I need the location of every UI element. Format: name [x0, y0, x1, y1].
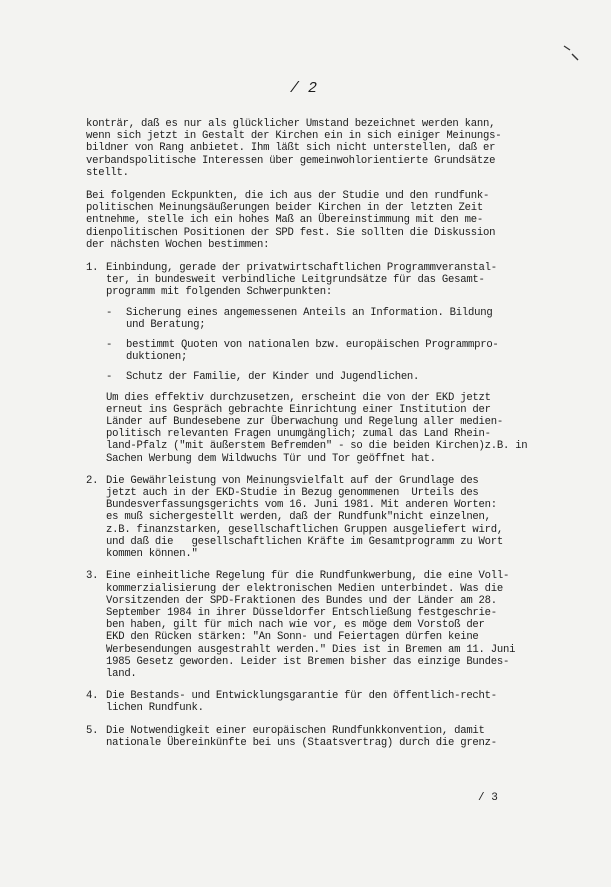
- document-body: [86, 118, 556, 759]
- page-number: / 2: [290, 80, 318, 97]
- intro-paragraph-2: Bei folgenden Eckpunkten, die ich aus der Studie und den rundfunk- politischen Meinungsäußerungen beider Kirchen in der letzten Zeit entnehme, stelle ich ein hohes Maß an Übereinstimmung mit den me- dienpolitischen Positionen der SPD fest. Sie sollten die Diskussion der nächsten Wochen bestimmen:: [86, 190, 496, 251]
- point-number: 5.: [86, 724, 99, 737]
- scan-marks: [560, 40, 590, 70]
- point-text: Einbindung, gerade der privatwirtschaftlichen Programmveranstal- ter, in bundesweit verbindliche Leitgrundsätze für das Gesamt- programm mit folgenden Schwerpunkten:: [106, 262, 497, 299]
- point-number: 1.: [86, 262, 99, 275]
- point-5: [86, 725, 556, 749]
- point-text: Die Notwendigkeit einer europäischen Rundfunkkonvention, damit nationale Übereinkünfte bei uns (Staatsvertrag) durch die grenz-: [106, 724, 497, 749]
- point-3: [86, 570, 556, 680]
- point-text: Eine einheitliche Regelung für die Rundfunkwerbung, die eine Voll- kommerzialisierung der elektronischen Medien unterbindet. Was die Vorsitzenden der SPD-Fraktionen des Bundes und der Länder am 28. September 1984 in ihrer Düsseldorfer Entschließung festgeschrie- ben haben, gilt für mich nach wie vor, es möge dem Vorstoß der EKD den Rücken stärken: "An Sonn- und Feiertagen dürfen keine Werbesendungen ausgestrahlt werden." Dies ist in Bremen am 11. Juni 1985 Gesetz geworden. Leider ist Bremen bisher das einzige Bundes- land.: [106, 570, 516, 680]
- point-text: Die Bestands- und Entwicklungsgarantie für den öffentlich-recht- lichen Rundfunk.: [106, 690, 497, 715]
- sub-item-3: - Schutz der Familie, der Kinder und Jugendlichen.: [106, 371, 420, 384]
- sub-item-2: - bestimmt Quoten von nationalen bzw. europäischen Programmpro- duktionen;: [106, 339, 499, 364]
- point-text: Die Gewährleistung von Meinungsvielfalt auf der Grundlage des jetzt auch in der EKD-Studie in Bezug genommenen Urteils des Bundesverfassungsgerichts vom 16. Juni 1981. Mit anderen Worten: es muß sichergestellt werden, daß der Rundfunk"nicht einzelnen, z.B. finanzstarken, gesellschaftlichen Gruppen ausgeliefert wird, und daß die gesellschaftlichen Kräfte im Gesamtprogramm zu Wort kommen können.": [106, 474, 503, 561]
- point-number: 2.: [86, 474, 99, 487]
- sub-list: [106, 307, 556, 384]
- points-list: [86, 262, 556, 749]
- intro-paragraph-1: konträr, daß es nur als glücklicher Umstand bezeichnet werden kann, wenn sich jetzt in Gestalt der Kirchen ein in sich einiger Meinungs- bildner von Rang anbietet. Ihm läßt sich nicht unterstellen, daß er verbandspolitische Interessen über gemeinwohlorientierte Grundsätze stellt.: [86, 118, 502, 179]
- next-page-marker: / 3: [478, 792, 498, 804]
- point-number: 4.: [86, 690, 99, 703]
- point-number: 3.: [86, 570, 99, 583]
- point-4: [86, 690, 556, 714]
- point-1-followup: Um dies effektiv durchzusetzen, erscheint die von der EKD jetzt erneut ins Gespräch gebrachte Einrichtung einer Institution der Länder auf Bundesebene zur Überwachung und Regelung aller medien- politisch relevanten Fragen unumgänglich; zumal das Land Rhein- land-Pfalz ("mit äußerstem Befremden" - so die beiden Kirchen)z.B. in Sachen Werbung dem Wildwuchs Tür und Tor geöffnet hat.: [106, 391, 528, 465]
- point-2: [86, 475, 556, 560]
- point-1: [86, 262, 556, 465]
- sub-item-1: - Sicherung eines angemessenen Anteils an Information. Bildung und Beratung;: [106, 306, 493, 331]
